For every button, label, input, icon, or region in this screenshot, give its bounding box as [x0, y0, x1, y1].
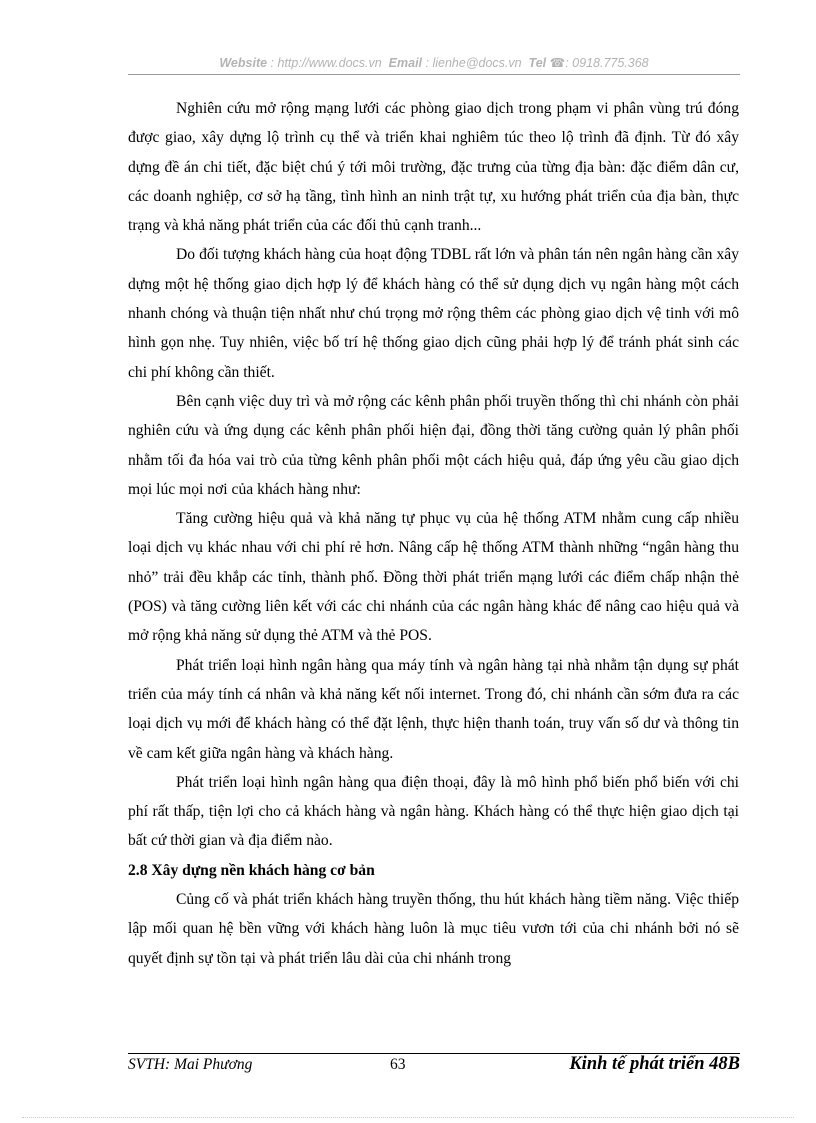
page-header — [128, 55, 740, 70]
footer-course: Kinh tế phát triển 48B — [569, 1054, 740, 1074]
page-bottom-border — [22, 1117, 794, 1118]
email-label: Email — [388, 56, 423, 70]
page-number: 63 — [390, 1056, 406, 1073]
paragraph: Bên cạnh việc duy trì và mở rộng các kênh phân phối truyền thống thì chi nhánh còn phải nghiên cứu và ứng dụng các kênh phân phối hiện đại, đồng thời tăng cường quản lý phân phối nhằm tối đa hóa vai trò của từng kênh phân phối một cách hiệu quả, đáp ứng yêu cầu giao dịch mọi lúc mọi nơi của khách hàng như: — [128, 392, 739, 498]
paragraph: Phát triển loại hình ngân hàng qua điện thoại, đây là mô hình phổ biến phổ biến với chi phí rất thấp, tiện lợi cho cả khách hàng và ngân hàng. Khách hàng có thể thực hiện giao dịch tại bất cứ thời gian và địa điểm nào. — [128, 773, 739, 850]
footer-author: SVTH: Mai Phương — [128, 1056, 253, 1073]
website-label: Website — [219, 56, 268, 70]
paragraph: Do đối tượng khách hàng của hoạt động TDBL rất lớn và phân tán nên ngân hàng cần xây dựng một hệ thống giao dịch hợp lý để khách hàng có thể sử dụng dịch vụ ngân hàng một cách nhanh chóng và thuận tiện nhất như chú trọng mở rộng thêm các phòng giao dịch vệ tinh với mô hình gọn nhẹ. Tuy nhiên, việc bố trí hệ thống giao dịch cũng phải hợp lý để tránh phát sinh các chi phí không cần thiết. — [128, 246, 739, 381]
header-divider — [128, 74, 740, 75]
document-body — [128, 94, 739, 973]
website-value: : http://www.docs.vn — [270, 56, 382, 70]
paragraph: Củng cố và phát triển khách hàng truyền thống, thu hút khách hàng tiềm năng. Việc thiếp lập mối quan hệ bền vững với khách hàng luôn là mục tiêu vươn tới của chi nhánh bởi nó sẽ quyết định sự tồn tại và phát triển lâu dài của chi nhánh trong — [128, 891, 739, 967]
tel-value: : 0918.775.368 — [565, 56, 649, 70]
paragraph: Nghiên cứu mở rộng mạng lưới các phòng giao dịch trong phạm vi phân vùng trú đóng được giao, xây dựng lộ trình cụ thể và triển khai nghiêm túc theo lộ trình đã định. Từ đó xây dựng đề án chi tiết, đặc biệt chú ý tới môi trường, đặc trưng của từng địa bàn: đặc điểm dân cư, các doanh nghiệp, cơ sở hạ tầng, tình hình an ninh trật tự, xu hướng phát triển của địa bàn, thực trạng và khả năng phát triển của các đối thủ cạnh tranh... — [128, 100, 739, 235]
tel-label: Tel — [528, 56, 547, 70]
page-footer — [128, 1056, 740, 1080]
paragraph: Tăng cường hiệu quả và khả năng tự phục vụ của hệ thống ATM nhằm cung cấp nhiều loại dịch vụ khác nhau với chi phí rẻ hơn. Nâng cấp hệ thống ATM thành những “ngân hàng thu nhỏ” trải đều khắp các tỉnh, thành phố. Đồng thời phát triển mạng lưới các điểm chấp nhận thẻ (POS) và tăng cường liên kết với các chi nhánh của các ngân hàng khác để nâng cao hiệu quả và mở rộng khả năng sử dụng thẻ ATM và thẻ POS. — [128, 510, 739, 645]
paragraph: Phát triển loại hình ngân hàng qua máy tính và ngân hàng tại nhà nhằm tận dụng sự phát triển của máy tính cá nhân và khả năng kết nối internet. Trong đó, chi nhánh cần sớm đưa ra các loại dịch vụ mới để khách hàng có thể đặt lệnh, thực hiện thanh toán, truy vấn số dư và thông tin về cam kết giữa ngân hàng và khách hàng. — [128, 656, 739, 762]
phone-icon: ☎ — [549, 56, 566, 70]
section-heading: 2.8 Xây dựng nền khách hàng cơ bản — [128, 861, 375, 879]
email-value: : lienhe@docs.vn — [425, 56, 522, 70]
